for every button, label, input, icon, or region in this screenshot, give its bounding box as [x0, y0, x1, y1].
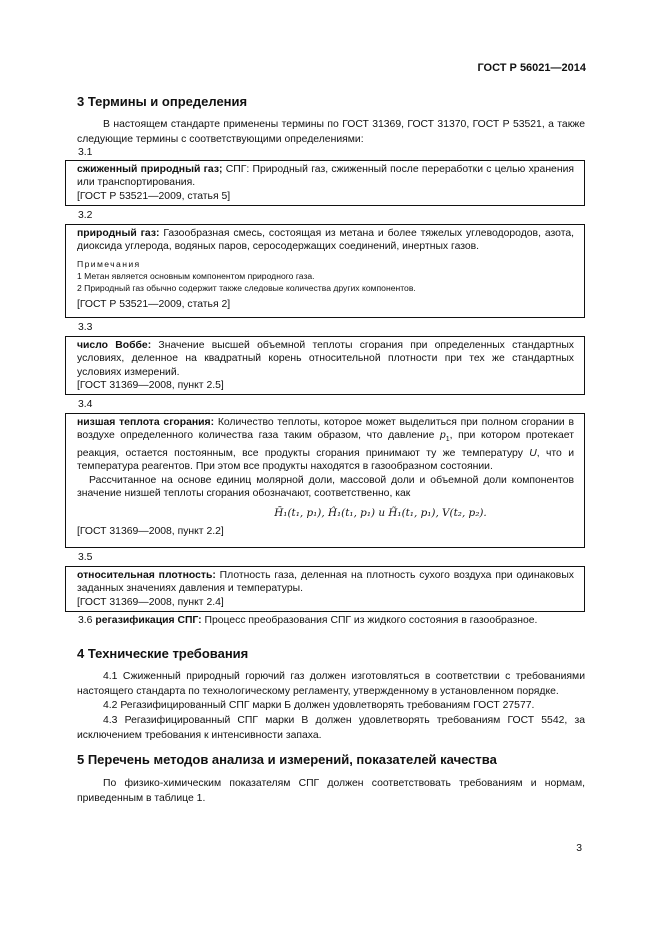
note-2: 2 Природный газ обычно содержит также следовые количества других компонентов.: [77, 282, 416, 293]
term-name: регазификация СПГ:: [95, 615, 202, 626]
term-number: 3.6: [78, 615, 93, 626]
section-4-title: 4 Технические требования: [77, 646, 249, 661]
term-number: 3.4: [78, 399, 93, 410]
term-source: [ГОСТ Р 53521—2009, статья 5]: [77, 190, 231, 202]
term-number: 3.1: [78, 147, 93, 158]
term-name: относительная плотность:: [77, 570, 216, 581]
section-4-p2: 4.2 Регазифицированный СПГ марки Б должен удовлетворять требованиям ГОСТ 27577.: [103, 700, 535, 711]
term-source: [ГОСТ 31369—2008, пункт 2.2]: [77, 525, 224, 537]
term-definition: Значение высшей объемной теплоты сгорания при определенных стандартных условиях, деленное на квадратный корень относительной плотности при тех же стандартных условиях измерений.: [77, 340, 575, 378]
pressure-subscript: 1: [445, 436, 450, 444]
document-id-header: ГОСТ Р 56021—2014: [477, 62, 586, 74]
note-1: 1 Метан является основным компонентом природного газа.: [77, 271, 315, 282]
pressure-symbol: p: [439, 430, 446, 442]
term-source: [ГОСТ 31369—2008, пункт 2.5]: [77, 380, 224, 392]
section-3-title: 3 Термины и определения: [77, 94, 248, 109]
term-definition: Газообразная смесь, состоящая из метана и более тяжелых углеводородов, азота, диоксида углерода, водяных паров, серосодержащих соединений, инертных газов.: [77, 228, 575, 253]
term-number: 3.2: [78, 210, 93, 221]
notes-caption: Примечания: [77, 258, 141, 269]
section-5-p1: По физико-химическим показателям СПГ должен соответствовать требованиям и нормам, приведенным в таблице 1.: [77, 778, 585, 804]
term-definition: СПГ: Природный газ, сжиженный после переработки с целью хранения или транспортирования.: [77, 164, 575, 189]
term-box-3-4: [65, 413, 585, 548]
term-definition-part-c: , что и температура реагентов. При этом все продукты находятся в газообразном состоянии.: [77, 447, 574, 473]
term-box-3-3: [65, 336, 585, 395]
term-name: низшая теплота сгорания:: [77, 417, 215, 428]
term-paragraph-2: Рассчитанное на основе единиц молярной доли, массовой доли и объемной доли компонентов значение низшей теплоты сгорания обозначают, соответственно, как: [77, 474, 574, 500]
term-name: число Воббе:: [77, 340, 152, 351]
term-definition: Плотность газа, деленная на плотность сухого воздуха при одинаковых заданных значениях давления и температуры.: [77, 570, 574, 595]
term-number: 3.5: [78, 552, 93, 563]
term-number: 3.3: [78, 322, 93, 333]
term-3-6: [78, 614, 586, 629]
page-number: 3: [576, 843, 582, 854]
term-box-3-5: [65, 566, 585, 612]
temperature-symbol: U: [529, 447, 537, 459]
section-3-intro: В настоящем стандарте применены термины по ГОСТ 31369, ГОСТ 31370, ГОСТ Р 53521, а также следующие термины с соответствующими определениями:: [77, 119, 585, 145]
term-box-3-2: [65, 224, 585, 318]
section-4-p3: 4.3 Регазифицированный СПГ марки В должен удовлетворять требованиям ГОСТ 5542, за исключением требования к интенсивности запаха.: [77, 715, 585, 741]
term-source: [ГОСТ Р 53521—2009, статья 2]: [77, 299, 231, 311]
section-4-p1: 4.1 Сжиженный природный горючий газ должен изготовляться в соответствии с требованиями настоящего стандарта по технологическому регламенту, утвержденному в установленном порядке.: [77, 671, 585, 697]
term-definition-part-b: , при котором протекает реакция, остается постоянным, все продукты сгорания принимают ту же температуру: [77, 430, 574, 459]
term-definition-part-a: Количество теплоты, которое может выделиться при полном сгорании в воздухе определенного количества газа таким образом, что давление: [77, 417, 574, 442]
section-5-title: 5 Перечень методов анализа и измерений, показателей качества: [77, 752, 497, 767]
formula: H̄₁(t₁, p₁), Ĥ₁(t₁, p₁) и H̃₁(t₁, p₁), V(t₂, p₂).: [274, 506, 487, 519]
term-definition: Процесс преобразования СПГ из жидкого состояния в газообразное.: [201, 615, 538, 626]
term-name: сжиженный природный газ;: [77, 164, 223, 175]
term-box-3-1: [65, 160, 585, 206]
term-source: [ГОСТ 31369—2008, пункт 2.4]: [77, 596, 224, 608]
term-name: природный газ:: [77, 228, 160, 239]
